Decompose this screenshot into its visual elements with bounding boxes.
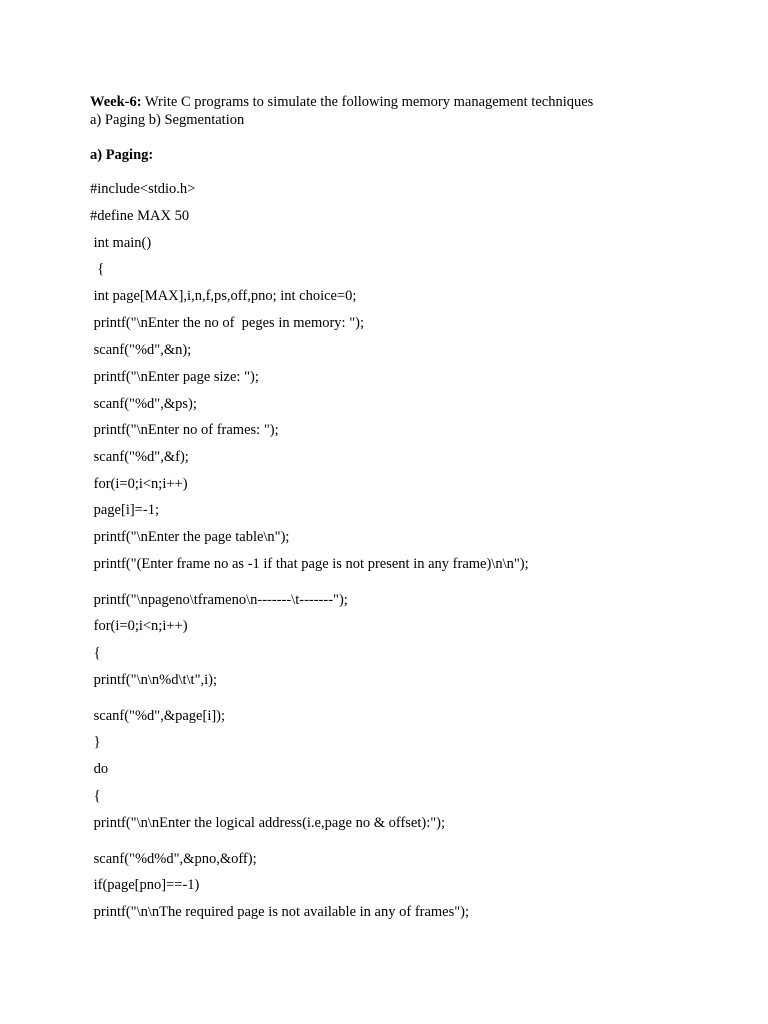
code-line: scanf("%d",&page[i]); bbox=[90, 708, 226, 724]
code-line: scanf("%d%d",&pno,&off); bbox=[90, 851, 257, 867]
heading-text: Write C programs to simulate the following memory management techniques bbox=[141, 94, 594, 110]
code-line: scanf("%d",&ps); bbox=[90, 396, 197, 412]
code-line: printf("(Enter frame no as -1 if that page is not present in any frame)\n\n"); bbox=[90, 556, 529, 572]
code-line: page[i]=-1; bbox=[90, 502, 159, 518]
code-line: printf("\nEnter page size: "); bbox=[90, 369, 259, 385]
code-line: printf("\n\n%d\t\t",i); bbox=[90, 672, 218, 688]
assignment-heading bbox=[90, 94, 593, 111]
code-line: int main() bbox=[90, 235, 152, 251]
heading-subline: a) Paging b) Segmentation bbox=[90, 112, 245, 128]
code-line: #include<stdio.h> bbox=[90, 181, 196, 197]
code-line: printf("\npageno\tframeno\n-------\t-------"); bbox=[90, 592, 348, 608]
code-line: printf("\n\nEnter the logical address(i.e,page no & offset):"); bbox=[90, 815, 446, 831]
code-line: int page[MAX],i,n,f,ps,off,pno; int choice=0; bbox=[90, 288, 357, 304]
section-title: a) Paging: bbox=[90, 147, 154, 163]
code-line: printf("\n\nThe required page is not available in any of frames"); bbox=[90, 904, 470, 920]
code-line: { bbox=[90, 261, 105, 277]
code-line: do bbox=[90, 761, 109, 777]
code-line: printf("\nEnter the no of peges in memory: "); bbox=[90, 315, 364, 331]
code-line: for(i=0;i<n;i++) bbox=[90, 618, 188, 634]
code-line: { bbox=[90, 645, 101, 661]
code-line: scanf("%d",&f); bbox=[90, 449, 189, 465]
code-line: { bbox=[90, 788, 101, 804]
code-line: scanf("%d",&n); bbox=[90, 342, 192, 358]
code-line: if(page[pno]==-1) bbox=[90, 877, 200, 893]
week-label: Week-6: bbox=[90, 94, 142, 110]
code-line: } bbox=[90, 734, 101, 750]
code-line: #define MAX 50 bbox=[90, 208, 190, 224]
code-line: for(i=0;i<n;i++) bbox=[90, 476, 188, 492]
code-line: printf("\nEnter no of frames: "); bbox=[90, 422, 279, 438]
code-line: printf("\nEnter the page table\n"); bbox=[90, 529, 290, 545]
